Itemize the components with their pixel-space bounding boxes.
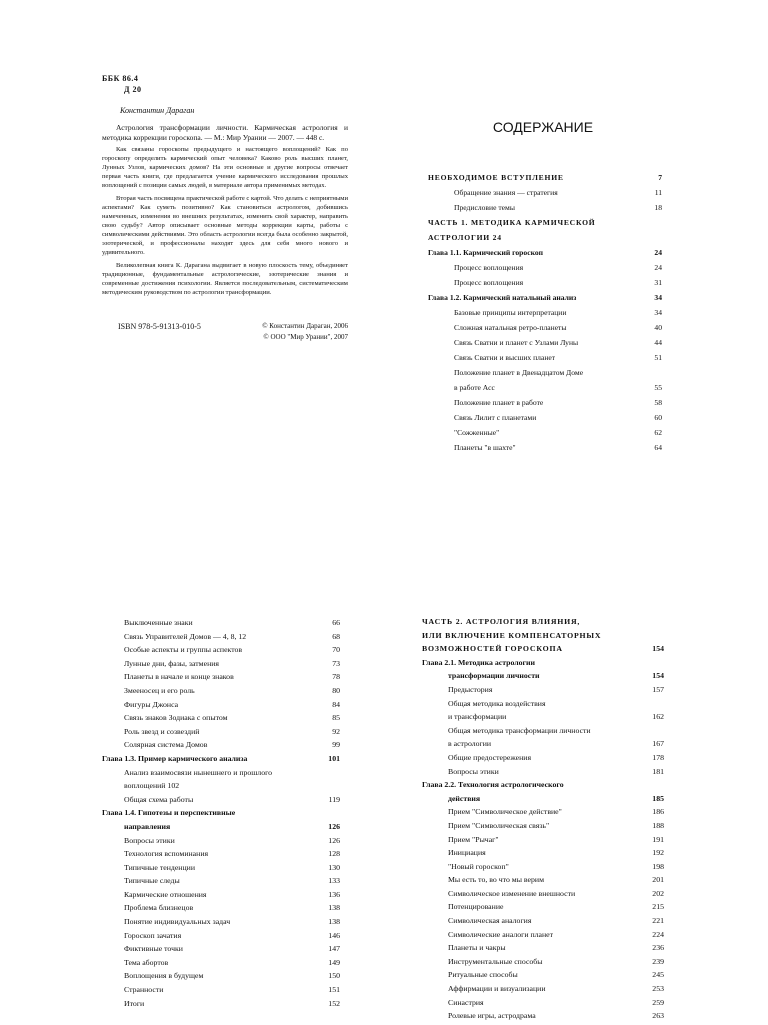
toc-entry-page: 70 — [332, 645, 340, 655]
toc-entry-title: Связь Сватни и планет с Узлами Луны — [454, 338, 579, 348]
toc-list — [102, 618, 340, 1012]
toc-entry-title: Положение планет в работе — [454, 398, 544, 408]
toc-entry — [124, 740, 340, 754]
toc-entry-page: 130 — [328, 862, 340, 872]
toc-entry-title: Фиктивные точки — [124, 944, 183, 954]
toc-entry-page: 259 — [652, 997, 664, 1007]
toc-entry-title: Понятие индивидуальных задач — [124, 917, 231, 927]
toc-entry-page: 62 — [654, 428, 662, 438]
toc-entry-page: 198 — [652, 861, 664, 871]
toc-entry-title: Мы есть то, во что мы верим — [448, 875, 545, 885]
toc-entry-page: 162 — [652, 712, 664, 722]
copyright-publisher: © ООО "Мир Урании", 2007 — [263, 333, 348, 342]
toc-entry-page: 40 — [654, 323, 662, 333]
isbn: ISBN 978-5-91313-010-5 — [118, 321, 201, 331]
toc-entry-page: 126 — [328, 821, 340, 831]
toc-entry — [428, 353, 662, 368]
toc-entry — [124, 971, 340, 985]
toc-entry-title: Типичные тенденции — [124, 862, 195, 872]
toc-entry — [422, 780, 664, 794]
toc-entry-title: Связь Лилит с планетами — [454, 413, 537, 423]
toc-entry-title: Инициация — [448, 848, 486, 858]
toc-entry — [428, 323, 662, 338]
toc-entry-title: Вопросы этики — [448, 766, 499, 776]
toc-entry-title: ВОЗМОЖНОСТЕЙ ГОРОСКОПА — [422, 644, 563, 654]
toc-entry — [422, 631, 664, 645]
toc-entry — [422, 712, 664, 726]
toc-entry-title: Планеты и чакры — [448, 943, 506, 953]
toc-entry — [422, 862, 664, 876]
toc-entry-page: 31 — [654, 278, 662, 288]
toc-entry — [124, 863, 340, 877]
toc-entry-title: Планеты в начале и конце знаков — [124, 672, 234, 682]
toc-entry-title: Технология вспоминания — [124, 849, 209, 859]
toc-entry-title: Базовые принципы интерпретации — [454, 308, 567, 318]
toc-entry — [124, 876, 340, 890]
toc-entry-title: Положение планет в Двенадцатом Доме — [454, 368, 584, 378]
toc-entry-page: 11 — [654, 188, 662, 198]
toc-entry-title: "Новый гороскоп" — [448, 861, 509, 871]
toc-entry — [124, 781, 340, 795]
toc-entry — [428, 308, 662, 323]
toc-entry-page: 55 — [654, 383, 662, 393]
toc-entry — [124, 836, 340, 850]
toc-entry-page: 80 — [332, 685, 340, 695]
toc-entry — [124, 700, 340, 714]
toc-entry — [422, 835, 664, 849]
toc-entry-title: Глава 1.2. Кармический натальный анализ — [428, 293, 577, 303]
toc-entry-title: Символические аналоги планет — [448, 929, 554, 939]
toc-entry-title: ИЛИ ВКЛЮЧЕНИЕ КОМПЕНСАТОРНЫХ — [422, 630, 602, 640]
toc-entry-page: 128 — [328, 849, 340, 859]
toc-entry — [422, 875, 664, 889]
toc-entry-title: Связь Сватни и высших планет — [454, 353, 556, 363]
toc-entry — [124, 645, 340, 659]
toc-entry — [428, 188, 662, 203]
toc-entry — [428, 263, 662, 278]
toc-entry — [124, 686, 340, 700]
toc-entry-page: 181 — [652, 766, 664, 776]
toc-entry-title: Ритуальные способы — [448, 970, 518, 980]
toc-entry-title: Глава 1.3. Пример кармического анализа — [102, 753, 248, 763]
toc-entry-title: трансформации личности — [448, 671, 540, 681]
toc-entry — [428, 233, 662, 248]
toc-entry — [124, 944, 340, 958]
author-name: Константин Дараган — [120, 106, 195, 116]
toc-entry — [124, 618, 340, 632]
toc-entry-title: Анализ взаимосвязи нынешнего и прошлого — [124, 767, 272, 777]
toc-entry-title: Обращение знания — стратегия — [454, 188, 558, 198]
toc-entry-page: 64 — [654, 443, 662, 453]
toc-entry — [422, 970, 664, 984]
toc-entry-page: 236 — [652, 943, 664, 953]
toc-entry-title: Проблема близнецов — [124, 903, 194, 913]
toc-entry-title: Тема абортов — [124, 957, 169, 967]
toc-entry-title: Предыстория — [448, 684, 493, 694]
table-of-contents-part3 — [422, 617, 664, 1025]
toc-entry — [124, 890, 340, 904]
toc-entry — [422, 916, 664, 930]
toc-entry-page: 224 — [652, 929, 664, 939]
toc-entry — [124, 917, 340, 931]
toc-entry — [428, 218, 662, 233]
toc-entry-title: Предисловие темы — [454, 203, 515, 213]
toc-entry-title: Змееносец и его роль — [124, 685, 195, 695]
toc-entry-page: 202 — [652, 888, 664, 898]
toc-entry — [428, 278, 662, 293]
toc-entry-page: 188 — [652, 820, 664, 830]
toc-entry — [422, 699, 664, 713]
toc-entry — [428, 443, 662, 458]
toc-entry-title: ЧАСТЬ 1. МЕТОДИКА КАРМИЧЕСКОЙ — [428, 218, 596, 228]
toc-entry-page: 126 — [328, 835, 340, 845]
toc-entry-title: ЧАСТЬ 2. АСТРОЛОГИЯ ВЛИЯНИЯ, — [422, 617, 581, 626]
toc-entry — [428, 338, 662, 353]
toc-list — [428, 173, 662, 458]
toc-entry-page: 66 — [332, 618, 340, 627]
toc-entry-title: действия — [448, 793, 481, 803]
toc-entry-page: 154 — [652, 671, 664, 681]
toc-entry — [422, 658, 664, 672]
toc-entry-title: Инструментальные способы — [448, 956, 543, 966]
toc-entry — [124, 822, 340, 836]
toc-entry — [428, 203, 662, 218]
toc-entry-title: Общие предостережения — [448, 752, 532, 762]
toc-entry-title: Вопросы этики — [124, 835, 175, 845]
toc-entry — [422, 617, 664, 631]
toc-entry-title: направления — [124, 821, 171, 831]
toc-entry — [422, 889, 664, 903]
toc-entry — [124, 958, 340, 972]
toc-entry-page: 147 — [328, 944, 340, 954]
table-of-contents-part2 — [102, 618, 340, 1012]
toc-entry-page: 119 — [328, 794, 340, 804]
toc-entry-title: НЕОБХОДИМОЕ ВСТУПЛЕНИЕ — [428, 173, 564, 183]
toc-entry — [124, 727, 340, 741]
toc-entry-title: Сложная натальная ретро-планеты — [454, 323, 567, 333]
author-code: Д 20 — [124, 84, 142, 94]
toc-entry-title: Роль звезд и созвездий — [124, 726, 200, 736]
toc-entry — [422, 1011, 664, 1025]
toc-entry-title: Глава 2.1. Методика астрологии — [422, 657, 536, 667]
copyright-author: © Константин Дараган, 2006 — [262, 322, 348, 331]
toc-entry — [428, 428, 662, 443]
toc-entry — [102, 754, 340, 768]
toc-entry-title: в астрологии — [448, 739, 492, 749]
toc-entry — [422, 943, 664, 957]
toc-entry-page: 150 — [328, 971, 340, 981]
toc-entry-page: 146 — [328, 930, 340, 940]
toc-entry-page: 18 — [654, 203, 662, 213]
toc-entry-page: 133 — [328, 876, 340, 886]
toc-entry-page: 245 — [652, 970, 664, 980]
toc-entry-page: 51 — [654, 353, 662, 363]
toc-entry-page: 201 — [652, 875, 664, 885]
toc-entry-page: 167 — [652, 739, 664, 749]
table-of-contents-part1 — [428, 118, 662, 458]
toc-entry-page: 85 — [332, 713, 340, 723]
toc-entry — [124, 795, 340, 809]
toc-entry-title: Глава 1.4. Гипотезы и перспективные — [102, 808, 236, 818]
toc-entry-title: Общая схема работы — [124, 794, 194, 804]
toc-entry-title: Связь знаков Зодиака с опытом — [124, 713, 228, 723]
toc-entry — [422, 957, 664, 971]
toc-entry-page: 185 — [652, 793, 664, 803]
toc-entry — [428, 383, 662, 398]
toc-entry-page: 215 — [652, 902, 664, 912]
toc-entry-page: 58 — [654, 398, 662, 408]
toc-entry — [124, 931, 340, 945]
toc-entry-title: Лунные дни, фазы, затмения — [124, 658, 219, 668]
toc-entry-page: 138 — [328, 903, 340, 913]
toc-entry-title: Фигуры Джонса — [124, 699, 179, 709]
toc-entry-title: Солярная система Домов — [124, 740, 208, 750]
toc-entry-page: 221 — [652, 916, 664, 926]
book-title: Астрология трансформации личности. Кармическая астрология и методика коррекции гороскопа. — М.: Мир Урании — 2007. — 448 с. — [102, 122, 348, 142]
toc-entry — [422, 767, 664, 781]
toc-entry — [428, 173, 662, 188]
toc-entry-title: Общая методика трансформации личности — [448, 725, 591, 735]
toc-entry-page: 44 — [654, 338, 662, 348]
toc-heading: СОДЕРЖАНИЕ — [492, 119, 594, 135]
toc-entry-title: Глава 2.2. Технология астрологического — [422, 780, 564, 790]
toc-entry — [102, 808, 340, 822]
toc-entry — [124, 999, 340, 1013]
toc-entry-title: Прием "Символическое действие" — [448, 807, 562, 817]
toc-entry-title: в работе Асс — [454, 383, 495, 393]
toc-entry — [428, 248, 662, 263]
toc-entry-page: 186 — [652, 807, 664, 817]
toc-entry-title: "Сожженные" — [454, 428, 500, 438]
toc-entry-page: 73 — [332, 658, 340, 668]
toc-entry — [124, 632, 340, 646]
toc-entry-page: 239 — [652, 956, 664, 966]
toc-entry-title: Планеты "в шахте" — [454, 443, 516, 453]
toc-entry — [428, 413, 662, 428]
toc-entry-page: 78 — [332, 672, 340, 682]
toc-entry-title: Прием "Символическая связь" — [448, 820, 550, 830]
toc-entry — [124, 768, 340, 782]
toc-entry-title: воплощений 102 — [124, 781, 180, 791]
toc-entry-title: Потенцирование — [448, 902, 504, 912]
toc-entry-title: Глава 1.1. Кармический гороскоп — [428, 248, 544, 258]
toc-entry — [422, 902, 664, 916]
toc-entry-title: Кармические отношения — [124, 889, 207, 899]
toc-entry-page: 263 — [652, 1011, 664, 1021]
toc-entry-page: 136 — [328, 889, 340, 899]
toc-entry-title: Символическая аналогия — [448, 916, 532, 926]
toc-entry-title: Ролевые игры, астродрама — [448, 1011, 536, 1021]
annotation-paragraph-1: Как связаны гороскопы предыдущего и настоящего воплощений? Как по гороскопу определить кармический опыт человека? Каково роль высших планет, Лунных Узлов, кармических домов? На эти основные и другие вопросы отвечает первая часть книги, где предлагается учение кармического исследования прошлых воплощений с позиции самых людей, в материале автора применимых методах. — [102, 146, 348, 190]
toc-entry-title: Странности — [124, 985, 164, 995]
toc-entry-title: Процесс воплощения — [454, 278, 524, 288]
toc-entry-title: Символическое изменение внешности — [448, 888, 576, 898]
toc-entry-page: 253 — [652, 984, 664, 994]
toc-entry-title: Особые аспекты и группы аспектов — [124, 645, 243, 655]
toc-list — [422, 617, 664, 1025]
toc-entry-page: 151 — [328, 985, 340, 995]
toc-entry-page: 92 — [332, 726, 340, 736]
toc-entry-page: 68 — [332, 631, 340, 641]
toc-entry-title: Выключенные знаки — [124, 618, 193, 627]
toc-entry — [422, 726, 664, 740]
toc-entry — [422, 739, 664, 753]
toc-entry — [422, 794, 664, 808]
toc-entry — [124, 985, 340, 999]
annotation-paragraph-2: Вторая часть посвящена практической работе с картой. Что делать с неприятными аспектами? Как суметь позитивно? Как становиться астрологом, добившись намеченных, изменения во внешних результатах, изменить свой характер, направить свою судьбу? Автор описывает основные методы коррекции карты, работы с символическими действиями. Это область астрологии всегда была особенно закрытой, эзотерической, и профессионалы находят здесь для себя много нового и удивительного. — [102, 195, 348, 256]
toc-entry — [124, 659, 340, 673]
toc-entry — [422, 984, 664, 998]
toc-entry-page: 7 — [658, 173, 662, 183]
toc-entry — [124, 672, 340, 686]
toc-entry-page: 34 — [654, 293, 662, 303]
annotation-paragraph-3: Великолепная книга К. Дарагана выдвигает в новую плоскость тему, объединяет традиционные, фундаментальные астрологические, эзотерические знания и современные достижения психологии. Является последовательным, систематическим методическим руководством по астрологии трансформации. — [102, 261, 348, 296]
toc-entry-title: Итоги — [124, 998, 145, 1008]
toc-entry — [428, 398, 662, 413]
toc-entry-title: Гороскоп зачатия — [124, 930, 182, 940]
toc-entry-page: 84 — [332, 699, 340, 709]
toc-entry-page: 192 — [652, 848, 664, 858]
toc-entry — [124, 713, 340, 727]
toc-entry-page: 34 — [654, 308, 662, 318]
toc-entry — [422, 807, 664, 821]
toc-entry — [422, 753, 664, 767]
toc-entry-page: 152 — [328, 998, 340, 1008]
toc-entry-title: Типичные следы — [124, 876, 180, 886]
toc-entry-title: Синастрия — [448, 997, 484, 1007]
toc-entry — [422, 998, 664, 1012]
toc-entry — [124, 849, 340, 863]
toc-entry-page: 99 — [332, 740, 340, 750]
toc-entry — [422, 685, 664, 699]
bibliographic-block — [102, 74, 348, 343]
toc-entry-title: Общая методика воздействия — [448, 698, 546, 708]
toc-entry-page: 101 — [328, 753, 340, 763]
toc-entry — [422, 644, 664, 658]
toc-entry-page: 24 — [654, 248, 662, 258]
toc-entry-page: 149 — [328, 957, 340, 967]
toc-entry-page: 191 — [652, 834, 664, 844]
toc-entry-title: и трансформации — [448, 712, 507, 722]
toc-entry — [422, 821, 664, 835]
toc-entry-title: Воплощения в будущем — [124, 971, 204, 981]
toc-entry-page: 60 — [654, 413, 662, 423]
toc-entry — [422, 671, 664, 685]
toc-entry — [428, 293, 662, 308]
toc-entry-title: Аффирмации и визуализации — [448, 984, 546, 994]
bbk-code: ББК 86.4 — [102, 74, 139, 83]
toc-entry — [422, 848, 664, 862]
toc-entry-page: 178 — [652, 752, 664, 762]
toc-entry-page: 154 — [652, 644, 664, 654]
toc-entry-page: 138 — [328, 917, 340, 927]
toc-entry-title: Прием "Рычаг" — [448, 834, 499, 844]
toc-entry-page: 24 — [654, 263, 662, 273]
toc-entry-title: Процесс воплощения — [454, 263, 524, 273]
toc-entry — [124, 903, 340, 917]
toc-entry-title: Связь Управителей Домов — 4, 8, 12 — [124, 631, 247, 641]
toc-entry-page: 157 — [652, 684, 664, 694]
toc-entry — [428, 368, 662, 383]
toc-entry — [422, 930, 664, 944]
toc-entry-title: АСТРОЛОГИИ 24 — [428, 233, 502, 243]
